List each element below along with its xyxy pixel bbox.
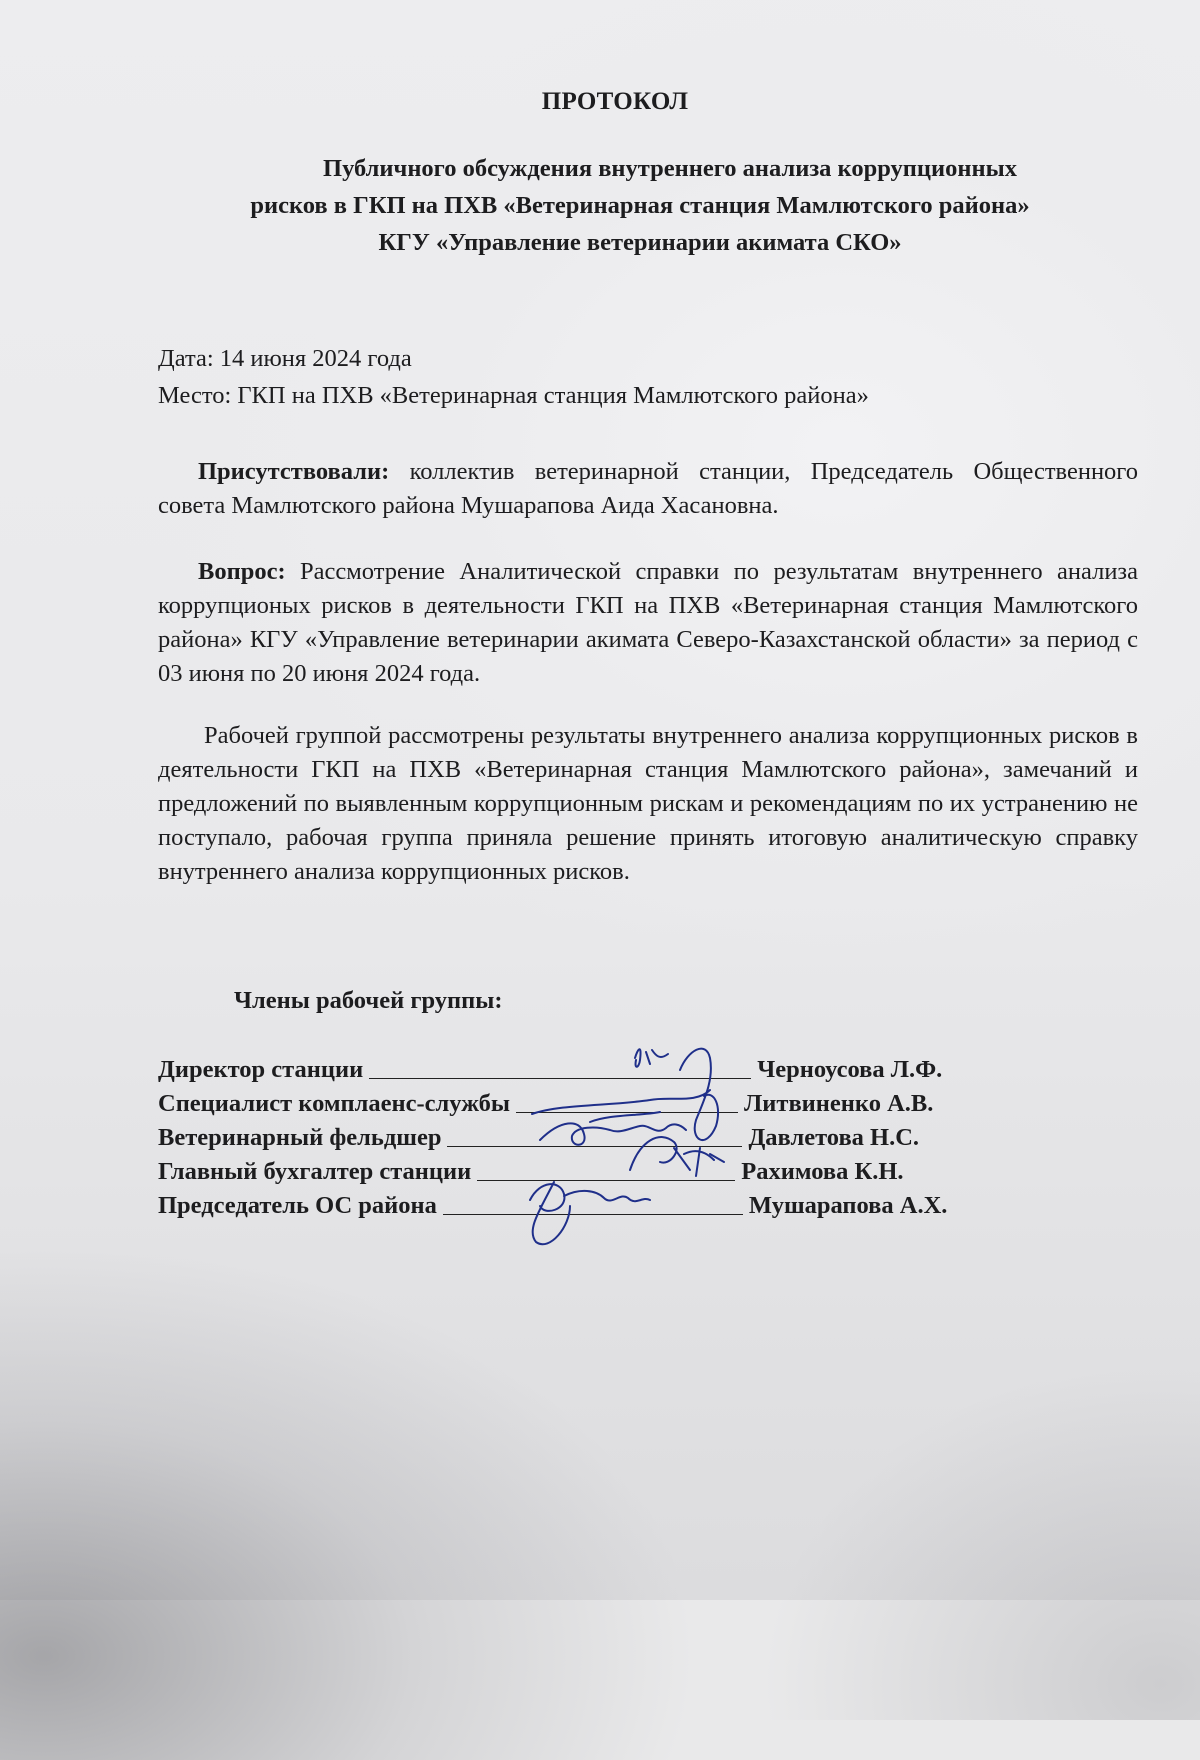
member-role: Председатель ОС района	[158, 1192, 437, 1219]
decision-paragraph: Рабочей группой рассмотрены результаты внутреннего анализа коррупционных рисков в деятельности ГКП на ПХВ «Ветеринарная станция Мамлютского района», замечаний и предложений по выявленным коррупционным рискам и рекомендациям по их устранению не поступало, рабочая группа приняла решение принять итоговую аналитическую справку внутреннего анализа коррупционных рисков.	[158, 722, 1138, 885]
question-text: Рассмотрение Аналитической справки по результатам внутреннего анализа коррупционых рисков в деятельности ГКП на ПХВ «Ветеринарная станция Мамлютского района» КГУ «Управление ветеринарии акимата Северо-Казахстанской области» за период с 03 июня по 20 июня 2024 года.	[158, 558, 1138, 687]
member-role: Директор станции	[158, 1056, 364, 1083]
question-paragraph	[158, 555, 1138, 691]
meeting-meta	[158, 340, 869, 414]
member-name: Давлетова Н.С.	[748, 1124, 920, 1151]
member-role: Главный бухгалтер станции	[158, 1158, 472, 1185]
subtitle-line-2: рисков в ГКП на ПХВ «Ветеринарная станция Мамлютского района»	[250, 192, 1030, 219]
signature-line	[443, 1214, 743, 1215]
members-heading: Члены рабочей группы:	[234, 987, 503, 1014]
member-role: Специалист комплаенс-службы	[158, 1090, 511, 1117]
attendees-label: Присутствовали:	[198, 458, 390, 485]
signature-line	[447, 1146, 742, 1147]
signature-row	[158, 1184, 947, 1220]
subtitle-line-3: КГУ «Управление ветеринарии акимата СКО»	[378, 229, 902, 256]
member-name: Мушарапова А.Х.	[748, 1192, 948, 1219]
meeting-date: Дата: 14 июня 2024 года	[158, 345, 412, 372]
signature-row	[158, 1082, 933, 1118]
signature-line	[516, 1112, 738, 1113]
signature-row	[158, 1150, 904, 1186]
member-name: Литвиненко А.В.	[744, 1090, 934, 1117]
signature-line	[477, 1180, 735, 1181]
meeting-place: Место: ГКП на ПХВ «Ветеринарная станция Мамлютского района»	[158, 382, 869, 409]
document-title: ПРОТОКОЛ	[541, 88, 689, 115]
member-name: Черноусова Л.Ф.	[757, 1056, 943, 1083]
page-shadow-right	[760, 1360, 1200, 1720]
page-shadow	[0, 1240, 700, 1760]
signature-row	[158, 1048, 942, 1084]
member-name: Рахимова К.Н.	[741, 1158, 904, 1185]
attendees-text: коллектив ветеринарной станции, Председатель Общественного совета Мамлютского района Мушарапова Аида Хасановна.	[158, 458, 1138, 519]
member-role: Ветеринарный фельдшер	[158, 1124, 442, 1151]
signature-line	[369, 1078, 751, 1079]
subtitle-line-1: Публичного обсуждения внутреннего анализа коррупционных	[323, 155, 1017, 182]
signature-row	[158, 1116, 919, 1152]
question-label: Вопрос:	[198, 558, 286, 585]
attendees-paragraph	[158, 455, 1138, 523]
document-subtitle	[150, 150, 1130, 261]
